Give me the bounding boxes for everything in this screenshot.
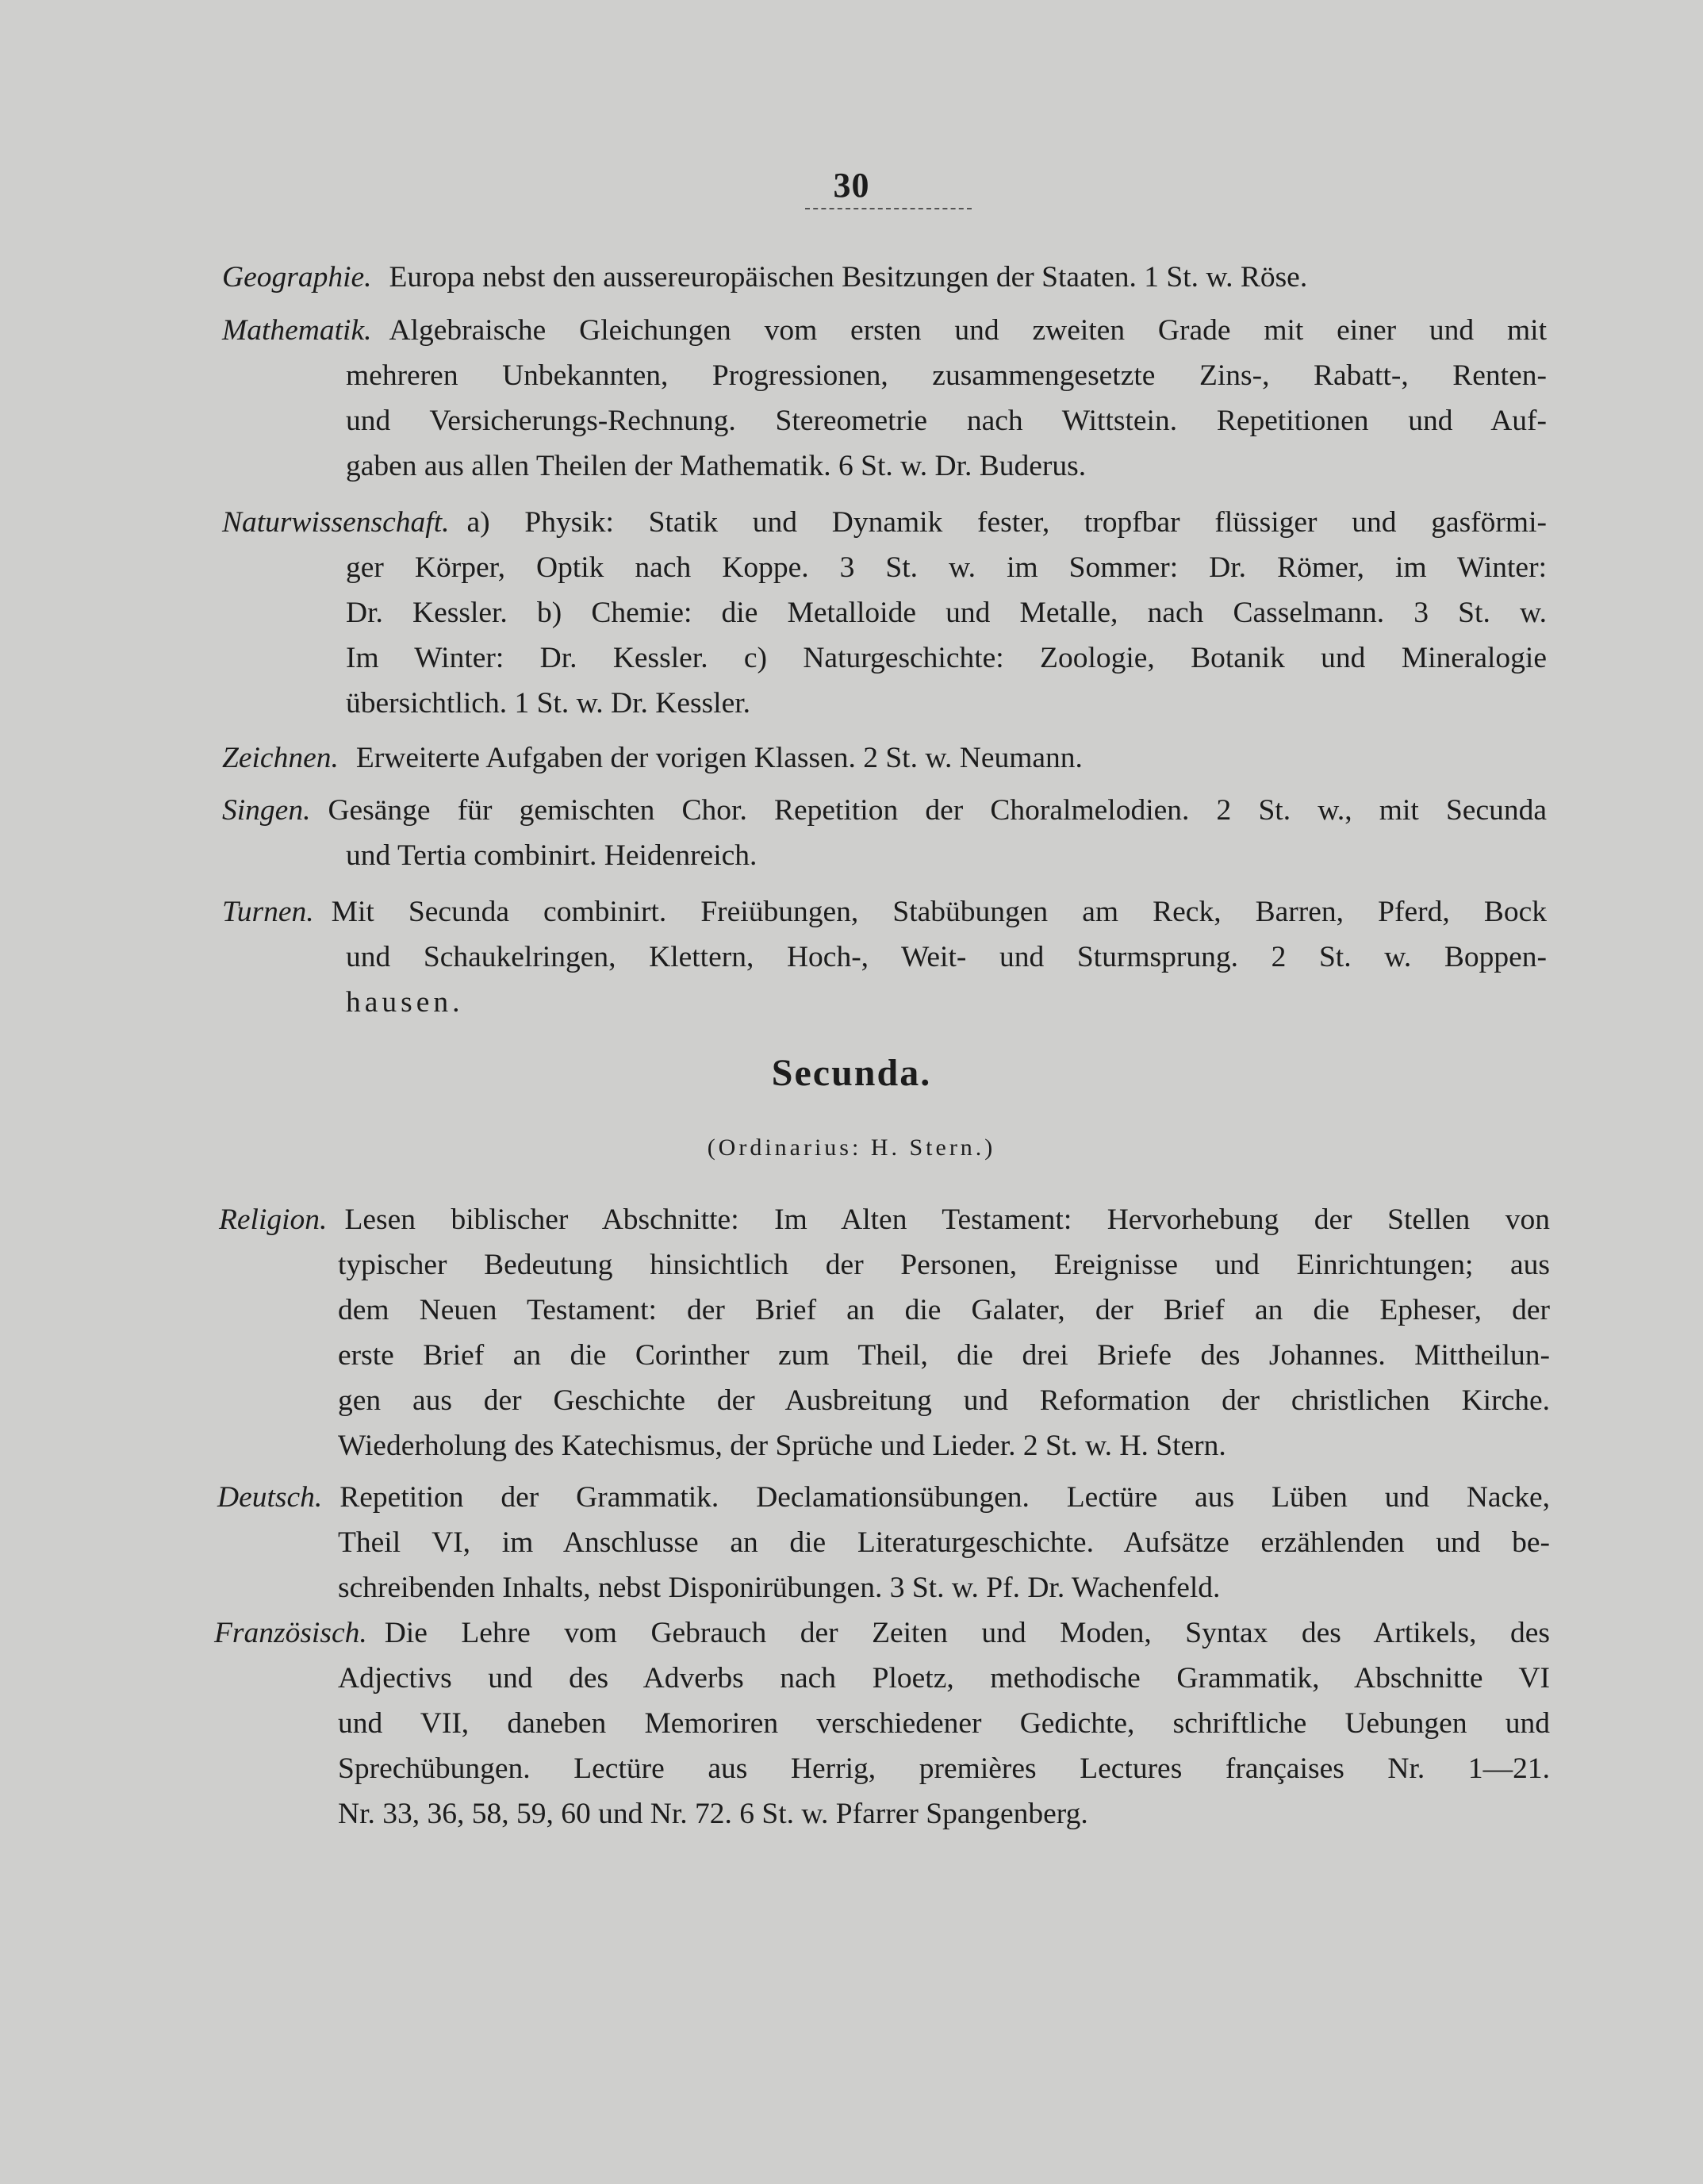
subject-label: Mathematik. bbox=[222, 314, 372, 347]
entry-line: und Versicherungs-Rechnung. Stereometrie nach Wittstein. Repetitionen und Auf- bbox=[346, 405, 1547, 437]
entry-line: mehreren Unbekannten, Progressionen, zusammengesetzte Zins-, Rabatt-, Renten- bbox=[346, 359, 1547, 392]
page-number: 30 bbox=[833, 166, 870, 205]
entry-line: typischer Bedeutung hinsichtlich der Personen, Ereignisse und Einrichtungen; aus bbox=[338, 1249, 1550, 1281]
entry-deutsch bbox=[217, 1480, 1550, 1520]
entry-text: a) Physik: Statik und Dynamik fester, tropfbar flüssiger und gasförmi- bbox=[466, 506, 1547, 539]
entry-text: Erweiterte Aufgaben der vorigen Klassen. 2 St. w. Neumann. bbox=[355, 742, 1083, 774]
entry-mathematik bbox=[222, 313, 1547, 353]
entry-text: Die Lehre vom Gebrauch der Zeiten und Moden, Syntax des Artikels, des bbox=[384, 1617, 1550, 1649]
subject-label: Singen. bbox=[222, 794, 311, 827]
subject-label: Zeichnen. bbox=[222, 742, 339, 774]
entry-line: Sprechübungen. Lectüre aus Herrig, premières Lectures françaises Nr. 1—21. bbox=[338, 1752, 1550, 1785]
subject-label: Religion. bbox=[219, 1203, 328, 1236]
entry-naturwissenschaft bbox=[222, 505, 1547, 545]
entry-text: Gesänge für gemischten Chor. Repetition der Choralmelodien. 2 St. w., mit Secunda bbox=[328, 794, 1547, 827]
entry-turnen bbox=[222, 895, 1547, 935]
section-ordinarius: (Ordinarius: H. Stern.) bbox=[707, 1134, 996, 1161]
entry-line: gaben aus allen Theilen der Mathematik. 6 St. w. Dr. Buderus. bbox=[346, 450, 1087, 482]
entry-line: dem Neuen Testament: der Brief an die Galater, der Brief an die Epheser, der bbox=[338, 1294, 1550, 1326]
entry-religion bbox=[219, 1203, 1550, 1242]
entry-line: Wiederholung des Katechismus, der Sprüche und Lieder. 2 St. w. H. Stern. bbox=[338, 1430, 1226, 1462]
entry-line: Adjectivs und des Adverbs nach Ploetz, methodische Grammatik, Abschnitte VI bbox=[338, 1662, 1550, 1695]
entry-line: übersichtlich. 1 St. w. Dr. Kessler. bbox=[346, 687, 751, 720]
subject-label: Deutsch. bbox=[217, 1481, 323, 1514]
entry-line: Dr. Kessler. b) Chemie: die Metalloide und Metalle, nach Casselmann. 3 St. w. bbox=[346, 597, 1547, 629]
entry-text: Algebraische Gleichungen vom ersten und zweiten Grade mit einer und mit bbox=[389, 314, 1547, 347]
entry-line: und VII, daneben Memoriren verschiedener Gedichte, schriftliche Uebungen und bbox=[338, 1707, 1550, 1740]
entry-text: Mit Secunda combinirt. Freiübungen, Stabübungen am Reck, Barren, Pferd, Bock bbox=[331, 896, 1547, 928]
entry-line: erste Brief an die Corinther zum Theil, die drei Briefe des Johannes. Mittheilun- bbox=[338, 1339, 1550, 1372]
entry-singen bbox=[222, 793, 1547, 833]
entry-line: schreibenden Inhalts, nebst Disponirübungen. 3 St. w. Pf. Dr. Wachenfeld. bbox=[338, 1572, 1221, 1604]
page-number-ornament bbox=[805, 208, 972, 216]
subject-label: Naturwissenschaft. bbox=[222, 506, 450, 539]
subject-label: Geographie. bbox=[222, 261, 372, 294]
entry-line: gen aus der Geschichte der Ausbreitung und Reformation der christlichen Kirche. bbox=[338, 1384, 1550, 1417]
entry-text: Lesen biblischer Abschnitte: Im Alten Testament: Hervorhebung der Stellen von bbox=[344, 1203, 1550, 1236]
entry-text: Europa nebst den aussereuropäischen Besitzungen der Staaten. 1 St. w. Röse. bbox=[389, 261, 1308, 294]
entry-line: und Schaukelringen, Klettern, Hoch-, Weit- und Sturmsprung. 2 St. w. Boppen- bbox=[346, 941, 1547, 973]
section-title: Secunda. bbox=[771, 1052, 932, 1094]
entry-text: Repetition der Grammatik. Declamationsübungen. Lectüre aus Lüben und Nacke, bbox=[339, 1481, 1550, 1514]
subject-label: Turnen. bbox=[222, 896, 314, 928]
entry-geographie bbox=[222, 260, 1555, 300]
entry-franzoesisch bbox=[214, 1616, 1550, 1656]
entry-line: ger Körper, Optik nach Koppe. 3 St. w. im Sommer: Dr. Römer, im Winter: bbox=[346, 551, 1547, 584]
entry-line: und Tertia combinirt. Heidenreich. bbox=[346, 839, 758, 872]
entry-line: hausen. bbox=[346, 986, 464, 1019]
subject-label: Französisch. bbox=[214, 1617, 367, 1649]
entry-line: Im Winter: Dr. Kessler. c) Naturgeschichte: Zoologie, Botanik und Mineralogie bbox=[346, 642, 1547, 674]
entry-line: Theil VI, im Anschlusse an die Literaturgeschichte. Aufsätze erzählenden und be- bbox=[338, 1526, 1550, 1559]
entry-zeichnen bbox=[222, 741, 1547, 781]
entry-line: Nr. 33, 36, 58, 59, 60 und Nr. 72. 6 St. w. Pfarrer Spangenberg. bbox=[338, 1798, 1088, 1830]
